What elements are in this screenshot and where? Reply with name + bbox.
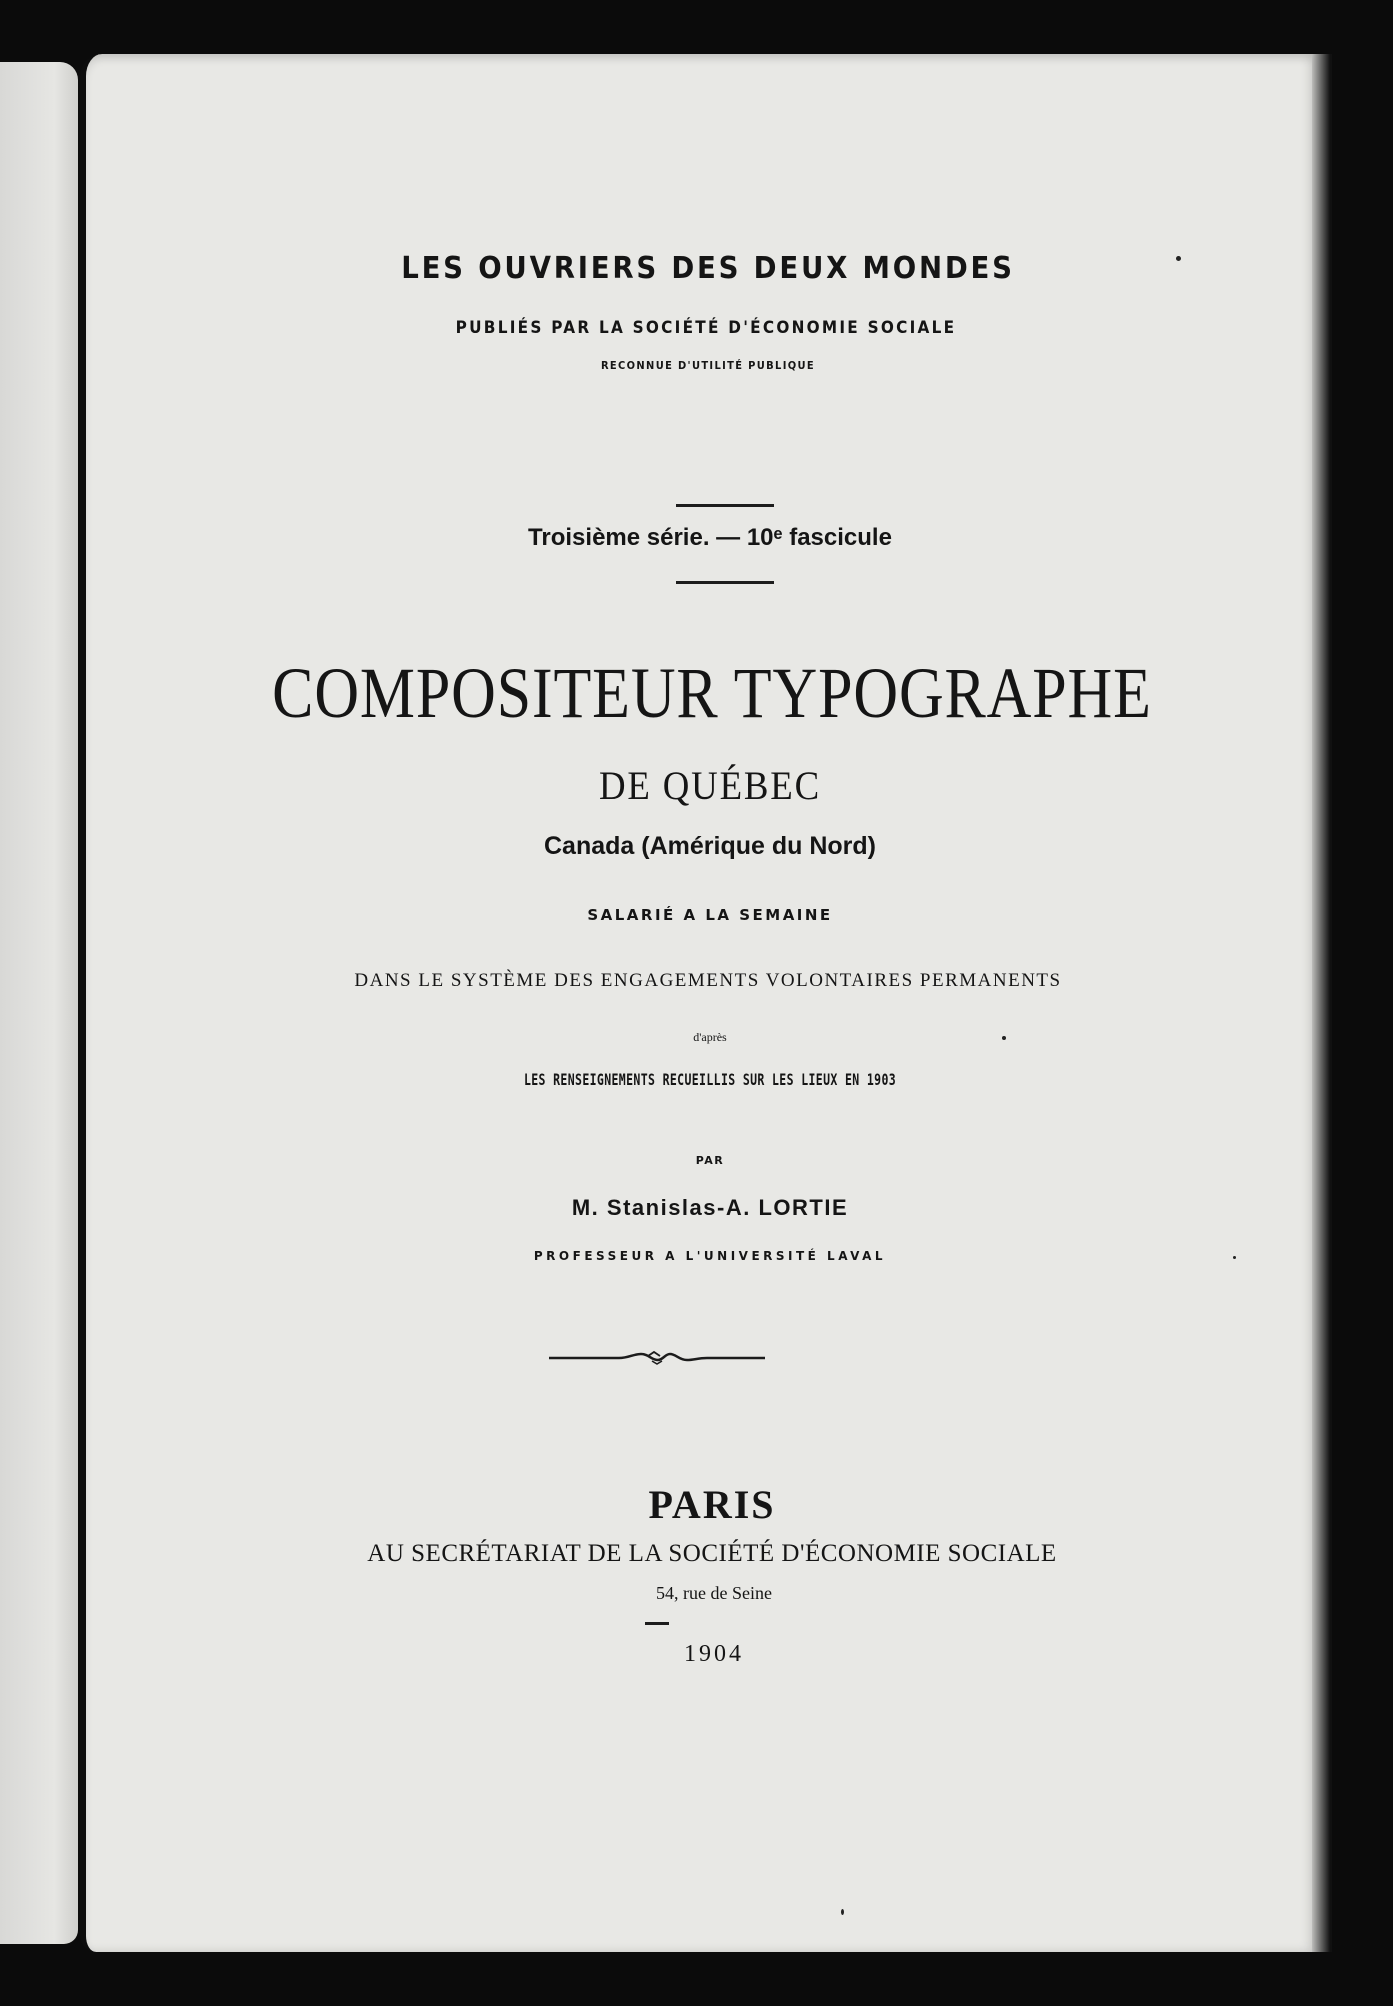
- author-title: PROFESSEUR A L'UNIVERSITÉ LAVAL: [533, 1249, 887, 1263]
- author-name: M. Stanislas-A. LORTIE: [571, 1195, 849, 1220]
- recognition-line: RECONNUE D'UTILITÉ PUBLIQUE: [600, 359, 816, 372]
- speck-mark: [1176, 256, 1181, 261]
- main-title: COMPOSITEUR TYPOGRAPHE: [272, 653, 1152, 733]
- top-rule: [676, 504, 774, 507]
- speck-mark: [841, 1909, 844, 1915]
- title-page: [80, 54, 1318, 1952]
- imprint-city: PARIS: [648, 1482, 776, 1527]
- publication-year: 1904: [684, 1641, 744, 1667]
- ornament-divider: [547, 1344, 767, 1372]
- year-dash: [645, 1622, 669, 1625]
- page-shadow-edge: [1312, 54, 1332, 1952]
- speck-mark: [1233, 1256, 1236, 1259]
- imprint-publisher: AU SECRÉTARIAT DE LA SOCIÉTÉ D'ÉCONOMIE SOCIALE: [367, 1540, 1057, 1567]
- series-title: LES OUVRIERS DES DEUX MONDES: [401, 251, 1015, 286]
- country-line: Canada (Amérique du Nord): [544, 832, 876, 860]
- series-info: Troisième série. — 10ᵉ fascicule: [528, 524, 892, 551]
- speck-mark: [1002, 1036, 1006, 1040]
- middle-rule: [676, 581, 774, 584]
- system-line: DANS LE SYSTÈME DES ENGAGEMENTS VOLONTAIRES PERMANENTS: [354, 970, 1062, 991]
- previous-page-edge: [0, 62, 78, 1944]
- wage-line: SALARIÉ A LA SEMAINE: [587, 906, 833, 924]
- page-content: [86, 54, 1318, 1952]
- information-line: LES RENSEIGNEMENTS RECUEILLIS SUR LES LIEUX EN 1903: [523, 1070, 897, 1089]
- publisher-address: 54, rue de Seine: [656, 1583, 772, 1603]
- publisher-line: PUBLIÉS PAR LA SOCIÉTÉ D'ÉCONOMIE SOCIALE: [455, 318, 957, 338]
- location-title: DE QUÉBEC: [598, 763, 822, 808]
- after-line: d'après: [693, 1030, 727, 1044]
- by-line: PAR: [695, 1154, 725, 1167]
